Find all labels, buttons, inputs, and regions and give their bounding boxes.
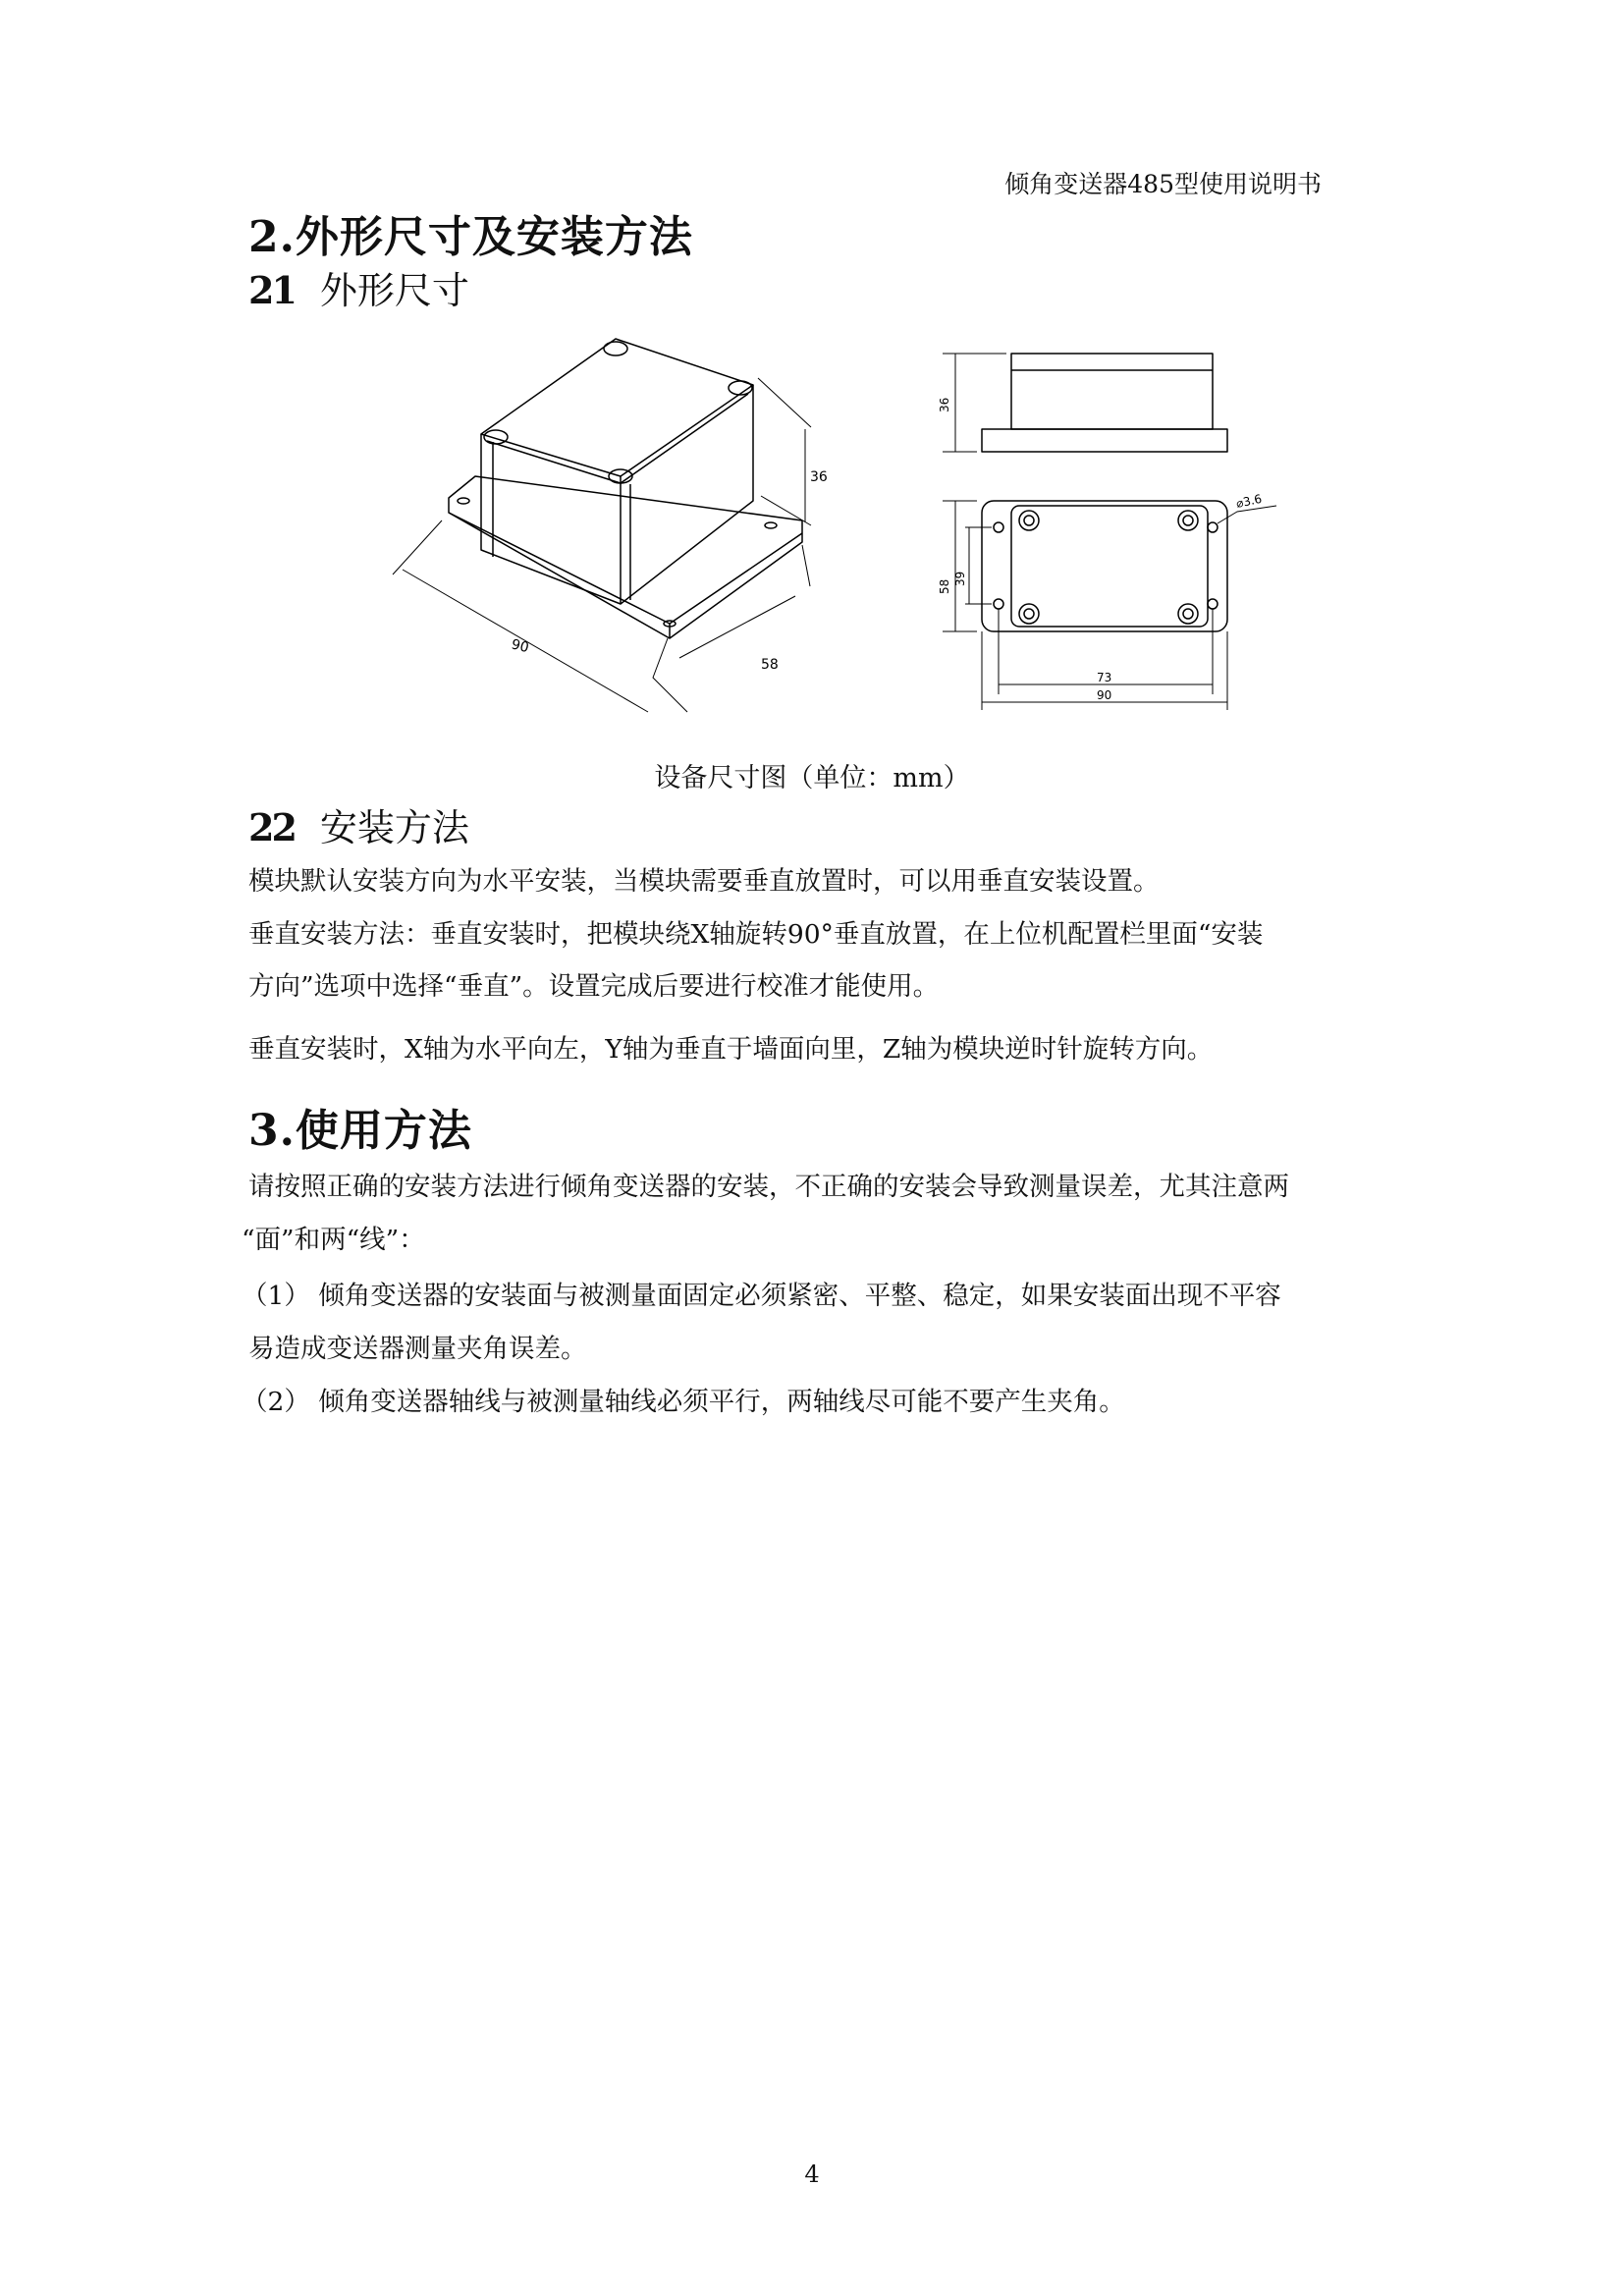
section-2-heading: 2.外形尺寸及安装方法 <box>248 212 693 262</box>
isometric-dimension-lines <box>393 378 811 712</box>
subsection-title: 安装方法 <box>319 806 469 849</box>
top-inner-height-label: 39 <box>953 571 967 586</box>
dimension-drawing <box>373 339 1264 732</box>
iso-height-label: 36 <box>810 469 828 485</box>
subsection-title: 外形尺寸 <box>319 269 469 312</box>
document-header-title: 倾角变送器485型使用说明书 <box>1004 170 1322 198</box>
hole-diameter-label: ⌀3.6 <box>1234 491 1264 511</box>
figure-caption: 设备尺寸图（单位：mm） <box>654 763 970 793</box>
list-item-continuation: 易造成变送器测量夹角误差。 <box>248 1334 587 1364</box>
paragraph: 模块默认安装方向为水平安装，当模块需要垂直放置时，可以用垂直安装设置。 <box>248 866 1160 897</box>
side-view-dimension-lines <box>943 354 1006 452</box>
top-inner-width-label: 73 <box>1097 671 1112 684</box>
side-view <box>982 354 1227 452</box>
top-view <box>982 501 1227 631</box>
top-outer-height-label: 58 <box>938 578 951 594</box>
iso-width-label: 58 <box>761 657 779 673</box>
page-number: 4 <box>804 2160 820 2188</box>
list-item: （2） 倾角变送器轴线与被测量轴线必须平行，两轴线尽可能不要产生夹角。 <box>242 1387 1125 1417</box>
top-outer-width-label: 90 <box>1097 688 1112 702</box>
subsection-number: 22 <box>248 805 295 849</box>
side-height-label: 36 <box>938 397 951 412</box>
paragraph: 垂直安装方法：垂直安装时，把模块绕X轴旋转90°垂直放置，在上位机配置栏里面“安装 <box>248 919 1264 950</box>
subsection-2-2-heading <box>248 797 469 851</box>
list-item: （1） 倾角变送器的安装面与被测量面固定必须紧密、平整、稳定，如果安装面出现不平容 <box>242 1281 1281 1311</box>
subsection-number: 21 <box>248 268 295 312</box>
paragraph: 请按照正确的安装方法进行倾角变送器的安装，不正确的安装会导致测量误差，尤其注意两 <box>248 1172 1289 1202</box>
subsection-2-1-heading <box>248 260 469 314</box>
isometric-view <box>449 339 802 638</box>
iso-length-label: 90 <box>510 636 531 657</box>
paragraph: 方向”选项中选择“垂直”。设置完成后要进行校准才能使用。 <box>248 971 940 1002</box>
section-3-heading: 3.使用方法 <box>248 1106 472 1156</box>
paragraph: 垂直安装时，X轴为水平向左，Y轴为垂直于墙面向里，Z轴为模块逆时针旋转方向。 <box>248 1034 1214 1065</box>
paragraph: “面”和两“线”： <box>242 1225 425 1255</box>
